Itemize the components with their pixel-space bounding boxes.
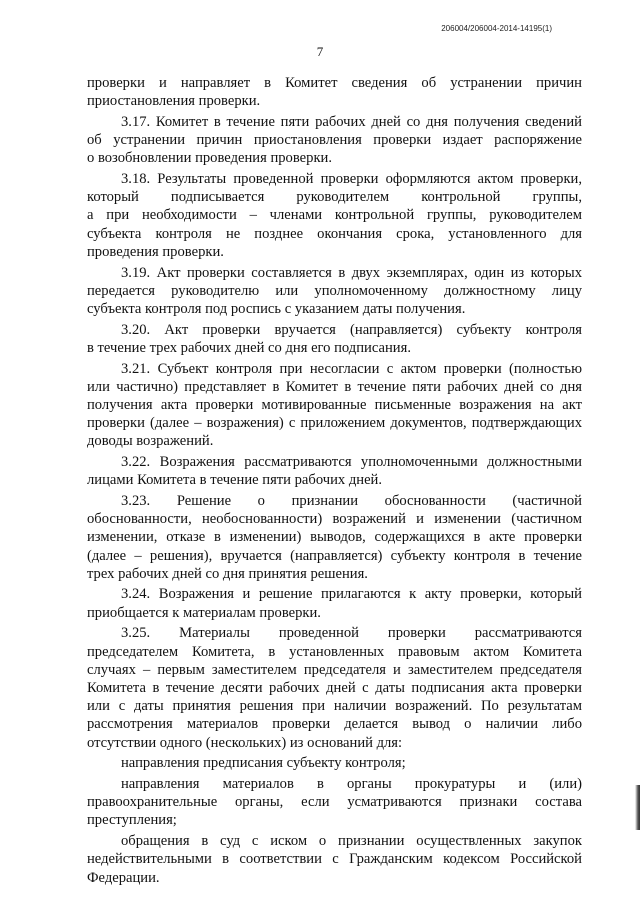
text-line: 3.21. Субъект контроля при несогласии с актом проверки (полностью [121, 360, 582, 377]
text-line: а при необходимости – членами контрольной группы, руководителем [87, 207, 582, 224]
paragraph-continuation [87, 74, 582, 110]
text-line: трех рабочих дней со дня принятия решения. [87, 565, 368, 582]
paragraph-3-22 [87, 453, 582, 489]
text-line: 3.24. Возражения и решение прилагаются к акту проверки, который [121, 586, 582, 603]
text-line: или частично) представляет в Комитет в течение пяти рабочих дней со дня [87, 378, 582, 395]
paragraph-3-24 [87, 585, 582, 621]
text-line: об устранении причин приостановления проверки издает распоряжение [87, 132, 582, 149]
text-line: случаях – первым заместителем председателя и заместителем председателя [87, 661, 582, 678]
text-line: приобщается к материалам проверки. [87, 604, 321, 621]
text-line: обоснованности, необоснованности) возражений и изменении (частичном [87, 511, 582, 528]
paragraph-3-20 [87, 321, 582, 357]
text-line: 3.19. Акт проверки составляется в двух экземплярах, один из которых [121, 264, 582, 281]
text-line: преступления; [87, 812, 177, 829]
text-line: который подписывается руководителем контрольной группы, [87, 189, 582, 206]
text-line: проведения проверки. [87, 243, 224, 260]
list-item-court [87, 832, 582, 887]
paragraph-3-18 [87, 170, 582, 261]
list-item-prescription [87, 754, 582, 772]
text-line: 3.18. Результаты проведенной проверки оформляются актом проверки, [121, 171, 582, 188]
paragraph-3-19 [87, 264, 582, 319]
text-line: о возобновлении проведения проверки. [87, 150, 332, 167]
text-line: субъекта контроля под роспись с указанием даты получения. [87, 300, 466, 317]
text-line: председателем Комитета, в установленных правовым актом Комитета [87, 643, 582, 660]
text-line: получения акта проверки мотивированные письменные возражения на акт [87, 396, 582, 413]
text-line: 3.20. Акт проверки вручается (направляется) субъекту контроля [121, 321, 582, 338]
text-line: отсутствии одного (нескольких) из оснований для: [87, 734, 403, 751]
text-line: 3.17. Комитет в течение пяти рабочих дней со дня получения сведений [121, 113, 582, 130]
text-line: 3.23. Решение о признании обоснованности (частичной [121, 492, 582, 509]
text-line: или с даты принятия решения при наличии возражений. По результатам [87, 698, 582, 715]
text-line: в течение трех рабочих дней со дня его подписания. [87, 339, 411, 356]
text-line: 3.25. Материалы проведенной проверки рассматриваются [121, 625, 582, 642]
text-line: обращения в суд с иском о признании осуществленных закупок [121, 833, 582, 850]
text-line: передается руководителю или уполномоченному должностному лицу [87, 282, 582, 299]
text-line: изменении, отказе в изменении) выводов, содержащихся в акте проверки [87, 529, 582, 546]
document-body [87, 74, 582, 889]
text-line: 3.22. Возражения рассматриваются уполномоченными должностными [121, 454, 582, 471]
paragraph-3-21 [87, 360, 582, 451]
paragraph-3-23 [87, 492, 582, 583]
text-line: правоохранительные органы, если усматриваются признаки состава [87, 794, 582, 811]
scan-edge-shadow [635, 785, 640, 830]
paragraph-3-25 [87, 624, 582, 751]
text-line: проверки (далее – возражения) с приложением документов, подтверждающих [87, 415, 582, 432]
text-line: направления материалов в органы прокуратуры и (или) [121, 776, 582, 793]
text-line: недействительными в соответствии с Гражданским кодексом Российской [87, 851, 582, 868]
list-item-prosecution [87, 775, 582, 830]
text-line: рассмотрения материалов проверки делается вывод о наличии либо [87, 716, 582, 733]
text-line: направления предписания субъекту контроля; [121, 755, 406, 772]
text-line: приостановления проверки. [87, 93, 261, 110]
text-line: субъекта контроля не позднее окончания срока, установленного для [87, 225, 582, 242]
paragraph-3-17 [87, 113, 582, 168]
text-line: Комитета в течение десяти рабочих дней с даты подписания акта проверки [87, 680, 582, 696]
page-number: 7 [316, 44, 324, 59]
text-line: лицами Комитета в течение пяти рабочих дней. [87, 472, 383, 489]
document-id: 206004/206004-2014-14195(1) [441, 24, 552, 33]
text-line: доводы возражений. [87, 433, 214, 450]
text-line: проверки и направляет в Комитет сведения об устранении причин [87, 75, 582, 91]
text-line: (далее – решения), вручается (направляется) субъекту контроля в течение [87, 547, 582, 564]
text-line: Федерации. [87, 869, 160, 886]
